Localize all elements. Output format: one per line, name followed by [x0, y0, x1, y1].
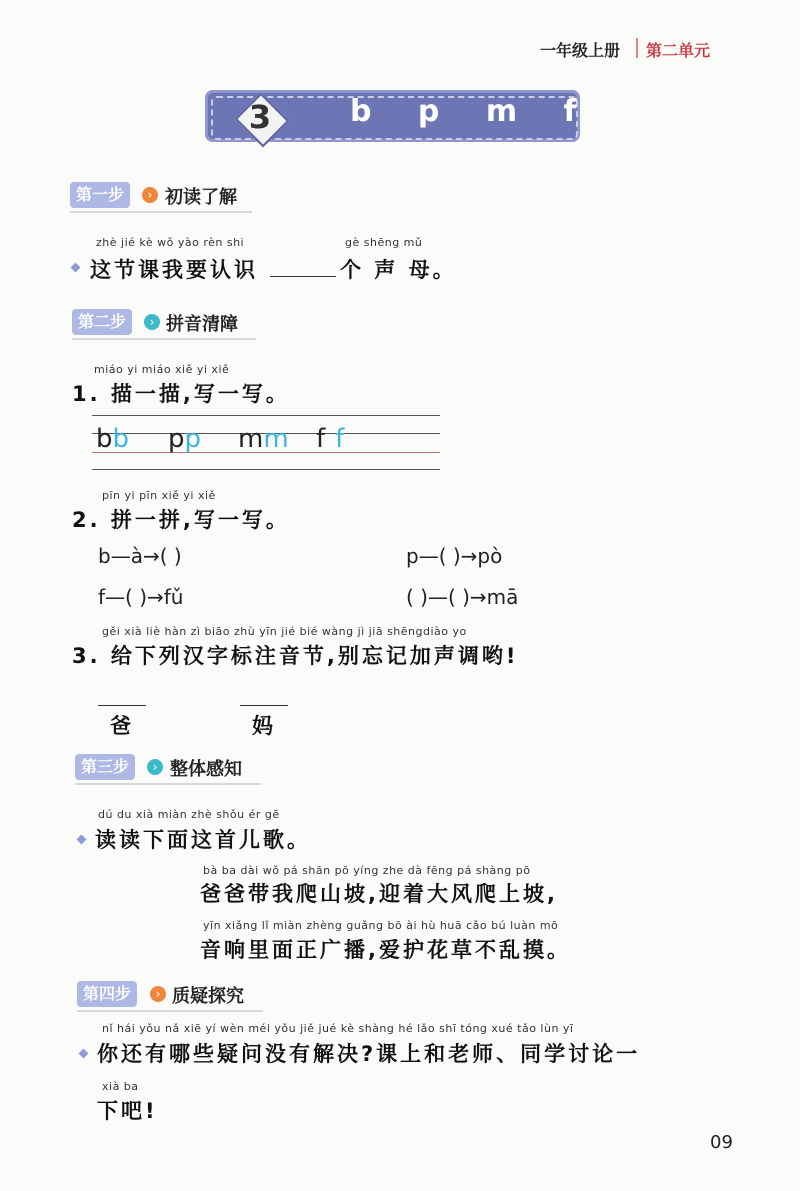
trace-b-light: b — [112, 424, 130, 454]
writing-line-top — [92, 415, 440, 416]
char1-blank[interactable] — [98, 705, 146, 706]
step4-title: 质疑探究 — [172, 986, 244, 1007]
bullet-diamond-icon — [71, 263, 81, 273]
step4-underline — [77, 1010, 263, 1012]
q2-text: 2. 拼一拼,写一写。 — [72, 508, 290, 532]
unit-title: 第二单元 — [646, 41, 711, 60]
step4-arrow-icon: › — [150, 986, 166, 1002]
q3-pinyin: gěi xià liè hàn zì biāo zhù yīn jié bié wàng jì jiā shēngdiào yo — [102, 625, 467, 638]
step4-pill: 第四步 — [77, 981, 137, 1007]
step4-pinyin2: xià ba — [102, 1080, 139, 1093]
step3-pill: 第三步 — [75, 754, 135, 780]
q2-pinyin: pīn yi pīn xiě yi xiě — [102, 489, 216, 502]
trace-f[interactable] — [316, 424, 344, 454]
exercise-ba[interactable]: b—à→( ) — [98, 544, 182, 568]
step4-text1: 你还有哪些疑问没有解决?课上和老师、同学讨论一 — [97, 1042, 641, 1066]
trace-b[interactable] — [96, 424, 129, 454]
book-grade: 一年级上册 — [540, 41, 621, 60]
step4-pinyin1: nǐ hái yǒu nǎ xiē yí wèn méi yǒu jiě jué kè shàng hé lǎo shī tóng xué tǎo lùn yī — [102, 1022, 574, 1035]
header-divider — [636, 38, 638, 58]
step1-title: 初读了解 — [165, 187, 237, 208]
step3-text: 读读下面这首儿歌。 — [95, 828, 311, 852]
trace-p-dark: p — [168, 424, 185, 454]
char2: 妈 — [252, 714, 276, 738]
exercise-po[interactable]: p—( )→pò — [406, 544, 503, 568]
poem-line2-pinyin: yīn xiǎng lǐ miàn zhèng guǎng bō ài hù huā cǎo bú luàn mō — [203, 919, 559, 932]
step1-pill: 第一步 — [70, 182, 130, 208]
step3-pinyin: dú du xià miàn zhè shǒu ér gē — [98, 808, 280, 821]
trace-m-dark: m — [238, 424, 264, 454]
char2-blank[interactable] — [240, 705, 288, 706]
step3-arrow-icon: › — [147, 759, 163, 775]
step2-title: 拼音清障 — [166, 314, 238, 335]
trace-m[interactable] — [238, 424, 289, 454]
poem-line1-pinyin: bà ba dài wǒ pá shān pō yíng zhe dà fēng pá shàng pō — [203, 864, 531, 877]
step1-text-a: 这节课我要认识 — [90, 258, 258, 282]
poem-line2: 音响里面正广播,爱护花草不乱摸。 — [200, 938, 571, 962]
page-number: 09 — [710, 1132, 733, 1153]
step1-text-b: 个 声 母。 — [340, 258, 457, 282]
trace-p[interactable] — [168, 424, 201, 454]
char1: 爸 — [110, 714, 134, 738]
step1-arrow-icon: › — [142, 187, 158, 203]
step4-text2: 下吧! — [97, 1099, 158, 1123]
lesson-number: 3 — [248, 98, 272, 136]
step1-underline — [70, 211, 252, 213]
q1-pinyin: miáo yi miáo xiě yi xiě — [94, 363, 230, 376]
step1-pinyin-b: gè shēng mǔ — [345, 236, 423, 249]
q1-text: 1. 描一描,写一写。 — [72, 382, 290, 406]
lesson-title: b p m f — [350, 94, 595, 129]
exercise-fu[interactable]: f—( )→fǔ — [98, 585, 184, 609]
q3-text: 3. 给下列汉字标注音节,别忘记加声调哟! — [72, 644, 519, 668]
step2-pill: 第二步 — [72, 309, 132, 335]
step3-underline — [75, 783, 261, 785]
trace-b-dark: b — [96, 424, 113, 454]
trace-p-light: p — [184, 424, 202, 454]
step2-arrow-icon: › — [144, 314, 160, 330]
trace-m-light: m — [263, 424, 289, 454]
trace-f-dark: f — [316, 424, 326, 454]
exercise-ma[interactable]: ( )—( )→mā — [406, 585, 519, 609]
bullet-diamond-icon — [77, 835, 87, 845]
poem-line1: 爸爸带我爬山坡,迎着大风爬上坡, — [200, 882, 558, 906]
writing-line-bottom — [92, 469, 440, 470]
answer-blank[interactable] — [270, 276, 336, 277]
step2-underline — [72, 338, 256, 340]
bullet-diamond-icon — [79, 1049, 89, 1059]
step1-pinyin-a: zhè jié kè wǒ yào rèn shi — [96, 236, 245, 249]
step3-title: 整体感知 — [170, 759, 242, 780]
trace-f-light: f — [335, 424, 345, 454]
